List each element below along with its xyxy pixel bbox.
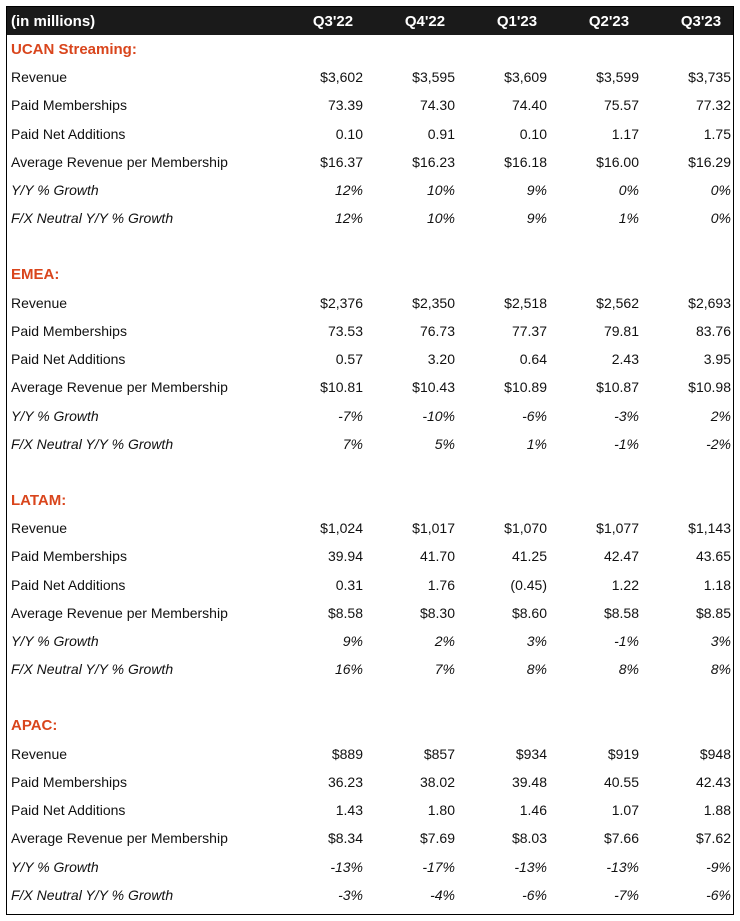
- value-cell: $7.62: [695, 830, 731, 847]
- value-cell: 8%: [618, 661, 639, 678]
- spacer-cell: [7, 683, 734, 711]
- value-cell: -7%: [614, 886, 639, 903]
- row-label: Average Revenue per Membership: [11, 604, 228, 621]
- table-row: [7, 91, 734, 119]
- value-cell: 39.48: [511, 773, 547, 790]
- value-cell: $2,562: [596, 294, 639, 311]
- value-cell: $10.89: [504, 379, 547, 396]
- value-cell: -6%: [522, 407, 547, 424]
- value-cell: $1,077: [596, 520, 639, 537]
- row-label: F/X Neutral Y/Y % Growth: [11, 210, 174, 227]
- value-cell: -6%: [706, 886, 731, 903]
- value-cell: 5%: [434, 435, 455, 452]
- value-cell: 0.10: [519, 125, 547, 142]
- value-cell: $3,609: [504, 69, 547, 86]
- value-cell: 12%: [334, 182, 363, 199]
- value-cell: $16.00: [596, 153, 639, 170]
- table-row: [7, 401, 734, 429]
- value-cell: 39.94: [327, 548, 363, 565]
- value-cell: 73.53: [327, 322, 363, 339]
- row-label: Y/Y % Growth: [11, 407, 99, 424]
- row-label: Paid Net Additions: [11, 351, 126, 368]
- row-label: Average Revenue per Membership: [11, 153, 228, 170]
- value-cell: 0%: [710, 210, 731, 227]
- value-cell: -7%: [338, 407, 363, 424]
- value-cell: $1,070: [504, 520, 547, 537]
- value-cell: 12%: [334, 210, 363, 227]
- value-cell: 41.70: [419, 548, 455, 565]
- value-cell: 9%: [342, 633, 363, 650]
- value-cell: 10%: [426, 210, 455, 227]
- value-cell: 41.25: [511, 548, 547, 565]
- value-cell: 76.73: [419, 322, 455, 339]
- value-cell: 42.47: [603, 548, 639, 565]
- value-cell: 16%: [334, 661, 363, 678]
- row-label: Paid Memberships: [11, 773, 127, 790]
- table-row: [7, 345, 734, 373]
- value-cell: 1.07: [611, 802, 639, 819]
- value-cell: 83.76: [695, 322, 731, 339]
- value-cell: $1,024: [320, 520, 363, 537]
- value-cell: $10.43: [412, 379, 455, 396]
- section-title: EMEA:: [11, 266, 60, 284]
- row-label: Revenue: [11, 69, 68, 86]
- row-label: Y/Y % Growth: [11, 182, 99, 199]
- value-cell: 77.37: [511, 322, 547, 339]
- value-cell: -3%: [614, 407, 639, 424]
- row-label: F/X Neutral Y/Y % Growth: [11, 435, 174, 452]
- value-cell: 1.80: [427, 802, 455, 819]
- value-cell: -2%: [706, 435, 731, 452]
- value-cell: 1.43: [335, 802, 363, 819]
- table-row: [7, 514, 734, 542]
- quarter-header: Q2'23: [588, 12, 630, 30]
- table-row: [7, 63, 734, 91]
- value-cell: -13%: [514, 858, 547, 875]
- value-cell: 3.20: [427, 351, 455, 368]
- value-cell: 75.57: [603, 97, 639, 114]
- table-body: [7, 35, 734, 909]
- value-cell: $2,350: [412, 294, 455, 311]
- table-row: [7, 599, 734, 627]
- value-cell: $1,017: [412, 520, 455, 537]
- value-cell: 2%: [434, 633, 455, 650]
- section-spacer: [7, 683, 734, 711]
- section-title: UCAN Streaming:: [11, 40, 137, 58]
- row-label: Revenue: [11, 294, 68, 311]
- value-cell: 2.43: [611, 351, 639, 368]
- value-cell: -10%: [422, 407, 455, 424]
- value-cell: 0.57: [335, 351, 363, 368]
- value-cell: $7.69: [419, 830, 455, 847]
- row-label: Average Revenue per Membership: [11, 830, 228, 847]
- value-cell: 36.23: [327, 773, 363, 790]
- row-label: F/X Neutral Y/Y % Growth: [11, 661, 174, 678]
- value-cell: 1%: [618, 210, 639, 227]
- value-cell: 1.17: [611, 125, 639, 142]
- value-cell: 79.81: [603, 322, 639, 339]
- value-cell: $3,735: [688, 69, 731, 86]
- value-cell: $3,602: [320, 69, 363, 86]
- table-row: [7, 881, 734, 909]
- value-cell: $8.34: [327, 830, 363, 847]
- regional-metrics-table-frame: [6, 6, 734, 915]
- value-cell: 10%: [426, 182, 455, 199]
- value-cell: $948: [699, 745, 731, 762]
- value-cell: $2,693: [688, 294, 731, 311]
- value-cell: $10.81: [320, 379, 363, 396]
- value-cell: $3,595: [412, 69, 455, 86]
- table-row: [7, 768, 734, 796]
- row-label: Paid Memberships: [11, 322, 127, 339]
- value-cell: $8.58: [327, 604, 363, 621]
- value-cell: 0.10: [335, 125, 363, 142]
- value-cell: 38.02: [419, 773, 455, 790]
- table-row: [7, 852, 734, 880]
- value-cell: 74.40: [511, 97, 547, 114]
- table-row: [7, 120, 734, 148]
- value-cell: $8.30: [419, 604, 455, 621]
- table-row: [7, 317, 734, 345]
- value-cell: $16.23: [412, 153, 455, 170]
- value-cell: $934: [515, 745, 547, 762]
- units-label: (in millions): [11, 12, 96, 30]
- value-cell: $10.87: [596, 379, 639, 396]
- value-cell: 1.76: [427, 576, 455, 593]
- row-label: Revenue: [11, 520, 68, 537]
- row-label: Paid Net Additions: [11, 802, 126, 819]
- value-cell: $16.18: [504, 153, 547, 170]
- section-header-row: [7, 261, 734, 289]
- value-cell: $2,518: [504, 294, 547, 311]
- row-label: Paid Memberships: [11, 548, 127, 565]
- value-cell: -6%: [522, 886, 547, 903]
- row-label: Y/Y % Growth: [11, 633, 99, 650]
- value-cell: 2%: [710, 407, 731, 424]
- row-label: Paid Net Additions: [11, 125, 126, 142]
- row-label: Paid Net Additions: [11, 576, 126, 593]
- value-cell: $7.66: [603, 830, 639, 847]
- quarter-header: Q3'23: [680, 12, 722, 30]
- value-cell: 1%: [526, 435, 547, 452]
- section-header-row: [7, 712, 734, 740]
- value-cell: 73.39: [327, 97, 363, 114]
- value-cell: 1.22: [611, 576, 639, 593]
- row-label: Revenue: [11, 745, 68, 762]
- value-cell: 7%: [434, 661, 455, 678]
- value-cell: (0.45): [510, 576, 547, 593]
- value-cell: 7%: [342, 435, 363, 452]
- value-cell: 42.43: [695, 773, 731, 790]
- section-spacer: [7, 232, 734, 260]
- table-row: [7, 148, 734, 176]
- value-cell: $857: [423, 745, 455, 762]
- value-cell: 0.64: [519, 351, 547, 368]
- value-cell: 74.30: [419, 97, 455, 114]
- value-cell: $16.29: [688, 153, 731, 170]
- value-cell: $3,599: [596, 69, 639, 86]
- value-cell: 0.91: [427, 125, 455, 142]
- header-row: [7, 7, 734, 35]
- regional-metrics-table: [7, 7, 734, 909]
- table-row: [7, 740, 734, 768]
- value-cell: 0%: [618, 182, 639, 199]
- value-cell: $8.60: [511, 604, 547, 621]
- value-cell: 1.18: [703, 576, 731, 593]
- section-header-row: [7, 35, 734, 63]
- quarter-header: Q4'22: [404, 12, 446, 30]
- value-cell: $8.85: [695, 604, 731, 621]
- value-cell: $919: [607, 745, 639, 762]
- value-cell: 1.75: [703, 125, 731, 142]
- table-row: [7, 373, 734, 401]
- value-cell: $10.98: [688, 379, 731, 396]
- table-row: [7, 824, 734, 852]
- table-header: [7, 7, 734, 35]
- value-cell: 8%: [526, 661, 547, 678]
- value-cell: 9%: [526, 182, 547, 199]
- value-cell: $1,143: [688, 520, 731, 537]
- table-row: [7, 176, 734, 204]
- section-title: APAC:: [11, 717, 58, 735]
- value-cell: -1%: [614, 633, 639, 650]
- table-row: [7, 204, 734, 232]
- value-cell: $8.58: [603, 604, 639, 621]
- value-cell: -13%: [330, 858, 363, 875]
- value-cell: $16.37: [320, 153, 363, 170]
- value-cell: -3%: [338, 886, 363, 903]
- row-label: F/X Neutral Y/Y % Growth: [11, 886, 174, 903]
- value-cell: $2,376: [320, 294, 363, 311]
- table-row: [7, 796, 734, 824]
- value-cell: -1%: [614, 435, 639, 452]
- value-cell: 77.32: [695, 97, 731, 114]
- section-spacer: [7, 458, 734, 486]
- value-cell: 3%: [710, 633, 731, 650]
- value-cell: -9%: [706, 858, 731, 875]
- table-row: [7, 627, 734, 655]
- section-title: LATAM:: [11, 491, 67, 509]
- table-row: [7, 655, 734, 683]
- value-cell: 0.31: [335, 576, 363, 593]
- spacer-cell: [7, 458, 734, 486]
- row-label: Paid Memberships: [11, 97, 127, 114]
- value-cell: $8.03: [511, 830, 547, 847]
- row-label: Average Revenue per Membership: [11, 379, 228, 396]
- row-label: Y/Y % Growth: [11, 858, 99, 875]
- value-cell: 8%: [710, 661, 731, 678]
- value-cell: 3.95: [703, 351, 731, 368]
- value-cell: 1.46: [519, 802, 547, 819]
- value-cell: 43.65: [695, 548, 731, 565]
- table-row: [7, 571, 734, 599]
- value-cell: $889: [331, 745, 363, 762]
- table-row: [7, 289, 734, 317]
- value-cell: 40.55: [603, 773, 639, 790]
- quarter-header: Q3'22: [312, 12, 354, 30]
- value-cell: 1.88: [703, 802, 731, 819]
- quarter-header: Q1'23: [496, 12, 538, 30]
- table-row: [7, 430, 734, 458]
- table-row: [7, 542, 734, 570]
- value-cell: -13%: [606, 858, 639, 875]
- value-cell: -4%: [430, 886, 455, 903]
- value-cell: 3%: [526, 633, 547, 650]
- value-cell: 0%: [710, 182, 731, 199]
- value-cell: -17%: [422, 858, 455, 875]
- spacer-cell: [7, 232, 734, 260]
- section-header-row: [7, 486, 734, 514]
- value-cell: 9%: [526, 210, 547, 227]
